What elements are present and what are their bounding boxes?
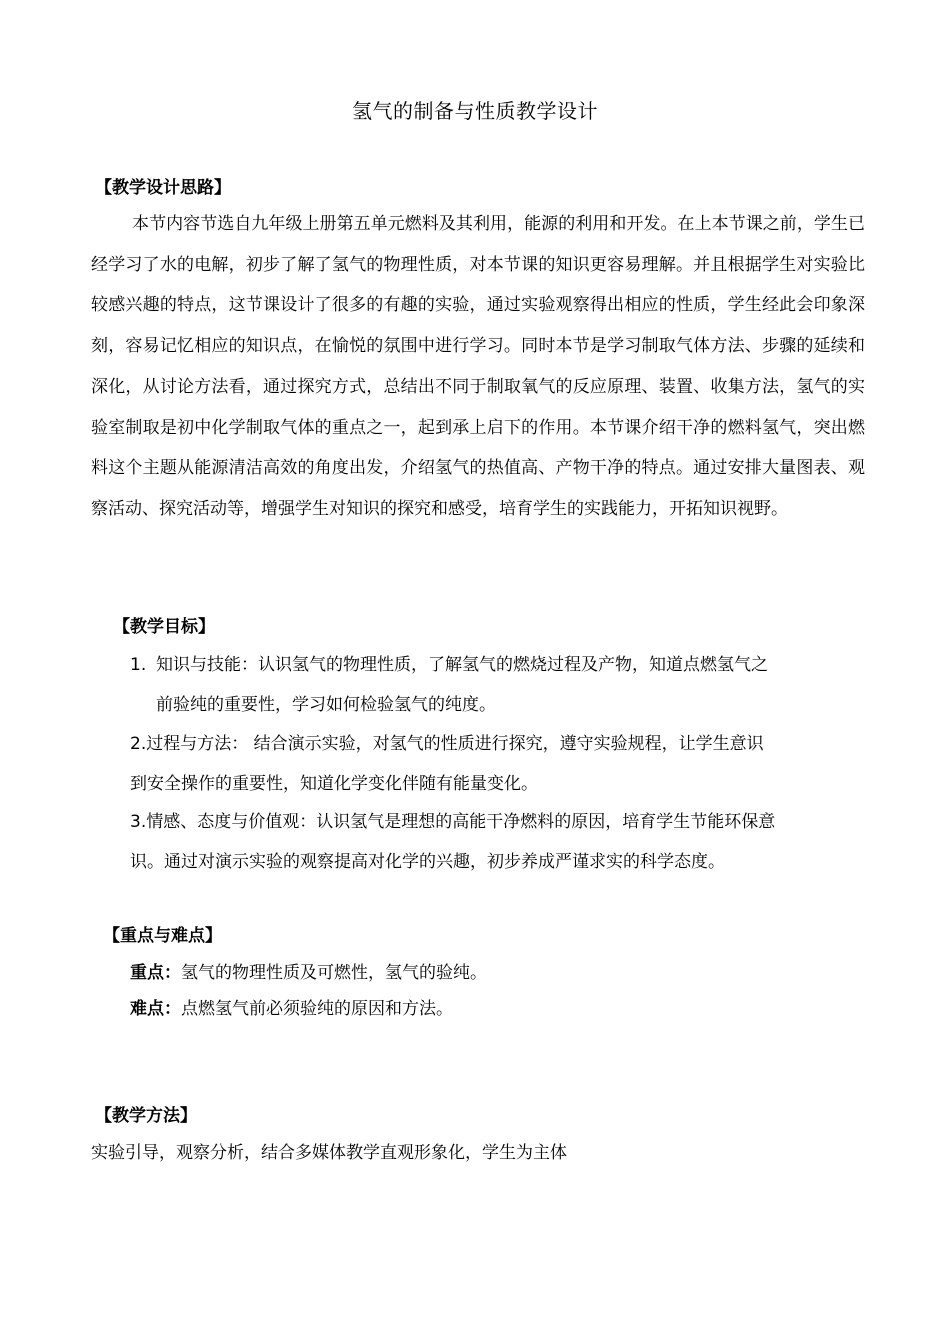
objective-number: 3. — [130, 812, 147, 832]
design-idea-paragraph — [91, 204, 865, 530]
objective-text: 到安全操作的重要性，知道化学变化伴随有能量变化。 — [130, 774, 538, 794]
difficulty-line — [130, 997, 453, 1021]
objective-item-3 — [130, 802, 775, 842]
key-point-text: 氢气的物理性质及可燃性，氢气的验纯。 — [181, 963, 487, 983]
objective-number: 2. — [130, 734, 147, 754]
objective-item-1 — [130, 645, 768, 685]
objective-item-1-cont — [156, 685, 496, 725]
key-point-label: 重点： — [130, 963, 181, 983]
design-idea-text: 本节内容节选自九年级上册第五单元燃料及其利用，能源的利用和开发。在上本节课之前，学生已经学习了水的电解，初步了解了氢气的物理性质，对本节课的知识更容易理解。并且根据学生对实验比较感兴趣的特点，这节课设计了很多的有趣的实验，通过实验观察得出相应的性质，学生经此会印象深刻，容易记忆相应的知识点，在愉悦的氛围中进行学习。同时本节是学习制取气体方法、步骤的延续和深化，从讨论方法看，通过探究方式，总结出不同于制取氧气的反应原理、装置、收集方法，氢气的实验室制取是初中化学制取气体的重点之一，起到承上启下的作用。本节课介绍干净的燃料氢气，突出燃料这个主题从能源清洁高效的角度出发，介绍氢气的热值高、产物干净的特点。通过安排大量图表、观察活动、探究活动等，增强学生对知识的探究和感受，培育学生的实践能力，开拓知识视野。 — [91, 214, 865, 519]
document-title: 氢气的制备与性质教学设计 — [352, 99, 598, 123]
key-points-heading: 【重点与难点】 — [103, 926, 222, 946]
key-point-line — [130, 961, 487, 985]
objective-text: 知识与技能：认识氢气的物理性质，了解氢气的燃烧过程及产物，知道点燃氢气之 — [156, 655, 768, 675]
objective-text: 前验纯的重要性，学习如何检验氢气的纯度。 — [156, 695, 496, 715]
objective-text: 识。通过对演示实验的观察提高对化学的兴趣，初步养成严谨求实的科学态度。 — [130, 852, 725, 872]
objective-item-3-cont — [130, 842, 725, 882]
objective-item-2-cont — [130, 764, 538, 804]
design-idea-heading: 【教学设计思路】 — [95, 178, 231, 198]
objective-number: 1. — [130, 655, 147, 675]
difficulty-label: 难点： — [130, 999, 181, 1019]
objective-text: 情感、态度与价值观：认识氢气是理想的高能干净燃料的原因，培育学生节能环保意 — [146, 812, 776, 832]
difficulty-text: 点燃氢气前必须验纯的原因和方法。 — [181, 999, 453, 1019]
objectives-heading: 【教学目标】 — [113, 617, 215, 637]
methods-heading: 【教学方法】 — [95, 1106, 197, 1126]
objective-item-2 — [130, 724, 764, 764]
methods-text: 实验引导，观察分析，结合多媒体教学直观形象化，学生为主体 — [91, 1143, 567, 1163]
objective-text: 过程与方法： 结合演示实验，对氢气的性质进行探究，遵守实验规程，让学生意识 — [146, 734, 764, 754]
